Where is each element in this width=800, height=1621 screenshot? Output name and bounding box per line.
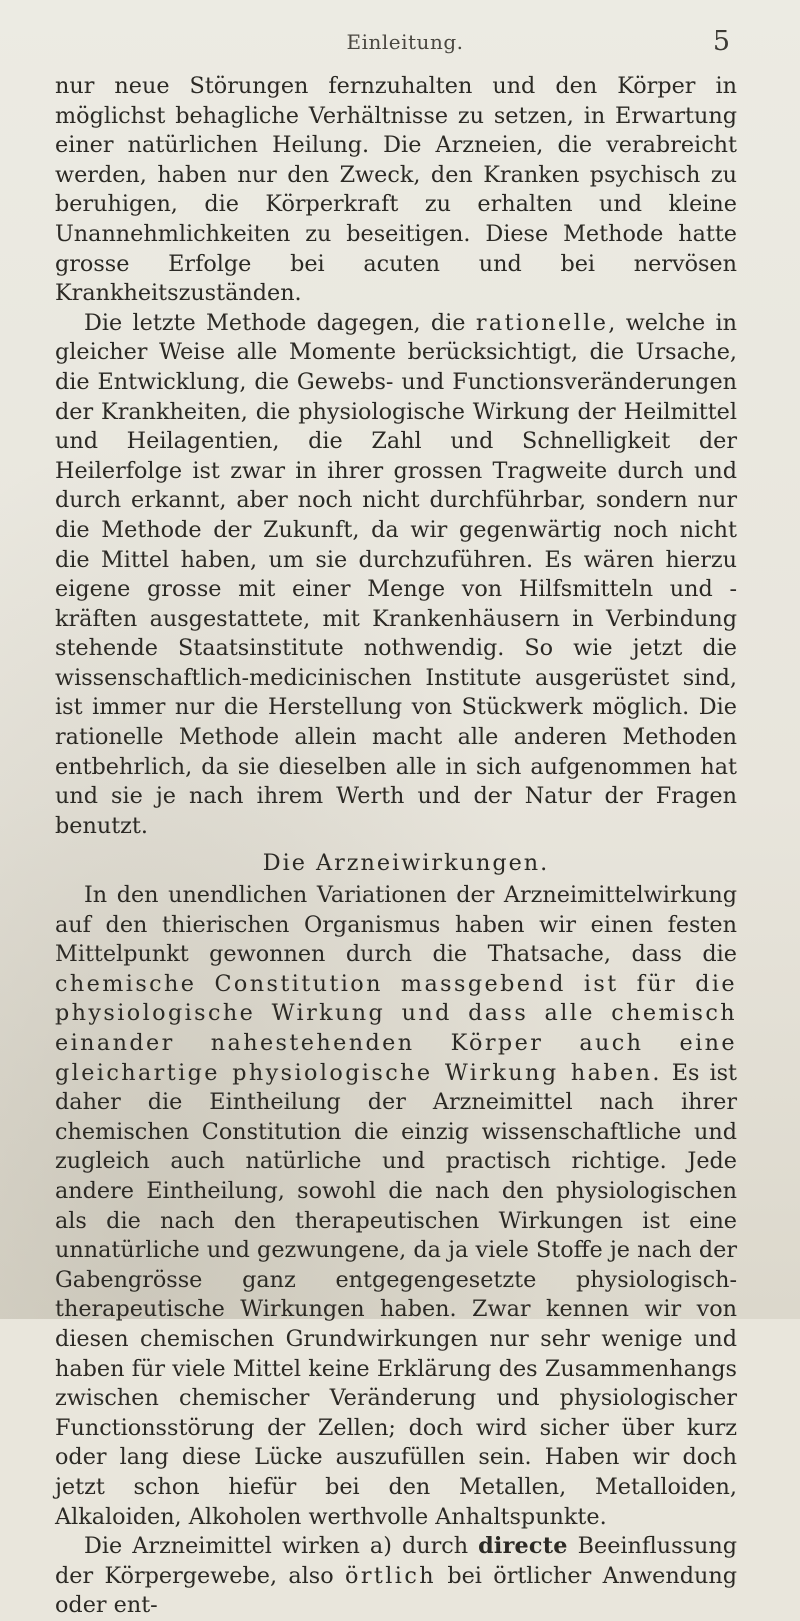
emphasis-oertlich: örtlich xyxy=(345,1562,436,1589)
paragraph-2 xyxy=(55,309,737,842)
paragraph-4-start: Die Arzneimittel wirken a) durch xyxy=(84,1533,479,1560)
paragraph-2-rest: , welche in gleicher Weise alle Momente berücksichtigt, die Ursache, die Entwicklung, die Gewebs- und Functionsveränderungen der Krankheiten, die physiologische Wirkung der Heilmittel und Heilagentien, die Zahl und Schnelligkeit der Heilerfolge ist zwar in ihrer grossen Tragweite durch und durch erkannt, aber noch nicht durchführbar, sondern nur die Methode der Zukunft, da wir gegenwärtig noch nicht die Mittel haben, um sie durchzuführen. Es wären hierzu eigene grosse mit einer Menge von Hilfsmitteln und -kräften ausgestattete, mit Krankenhäusern in Verbindung stehende Staatsinstitute nothwendig. So wie jetzt die wissenschaftlich-medicinischen Institute ausgerüstet sind, ist immer nur die Herstellung von Stückwerk möglich. Die rationelle Methode allein macht alle anderen Methoden entbehrlich, da sie dieselben alle in sich aufgenommen hat und sie je nach ihrem Werth und der Natur der Fragen benutzt. xyxy=(55,309,737,839)
body-text xyxy=(55,72,737,1621)
emphasis-directe: directe xyxy=(478,1533,568,1560)
emphasis-rationelle: rationelle xyxy=(475,309,609,336)
paragraph-1: nur neue Störungen fernzuhalten und den Körper in möglichst behagliche Verhältnisse zu setzen, in Erwartung einer natürlichen Heilung. Die Arzneien, die verabreicht werden, haben nur den Zweck, den Kranken psychisch zu beruhigen, die Körperkraft zu erhalten und kleine Unannehmlichkeiten zu beseitigen. Diese Methode hatte grosse Erfolge bei acuten und bei nervösen Krankheitszuständen. xyxy=(55,73,737,307)
paragraph-4-rest: bei örtlicher Anwendung oder ent- xyxy=(55,1562,737,1619)
paragraph-4-mid: Beeinflussung der Körpergewebe, also xyxy=(55,1533,737,1589)
running-title: Einleitung. xyxy=(346,30,464,54)
emphasis-chemical-constitution: chemische Constitution massgebend ist für die physiologische Wirkung und dass alle chemisch einander nahestehenden Körper auch eine gleichartige physiologische Wirkung haben. xyxy=(55,970,737,1086)
running-head xyxy=(0,26,800,62)
paragraph-3 xyxy=(55,881,737,1532)
paragraph-4 xyxy=(55,1532,737,1621)
paragraph-3-start: In den unendlichen Variationen der Arzneimittelwirkung auf den thierischen Organismus haben wir einen festen Mittelpunkt gewonnen durch die Thatsache, dass die xyxy=(55,882,737,968)
section-heading: Die Arzneiwirkungen. xyxy=(262,850,550,877)
paragraph-3-rest: Es ist daher die Eintheilung der Arzneimittel nach ihrer chemischen Constitution die einzig wissenschaftliche und zugleich auch natürliche und practisch richtige. Jede andere Eintheilung, sowohl die nach den physiologischen als die nach den therapeutischen Wirkungen ist eine unnatürliche und gezwungene, da ja viele Stoffe je nach der Gabengrösse ganz entgegengesetzte physiologisch-therapeutische Wirkungen haben. Zwar kennen wir von diesen chemischen Grundwirkungen nur sehr wenige und haben für viele Mittel keine Erklärung des Zusammenhangs zwischen chemischer Veränderung und physiologischer Functionsstörung der Zellen; doch wird sicher über kurz oder lang diese Lücke auszufüllen sein. Haben wir doch jetzt schon hiefür bei den Metallen, Metalloiden, Alkaloiden, Alkoholen werthvolle Anhaltspunkte. xyxy=(55,1059,737,1530)
paragraph-2-start: Die letzte Methode dagegen, die xyxy=(84,309,476,336)
page-number: 5 xyxy=(712,26,730,57)
